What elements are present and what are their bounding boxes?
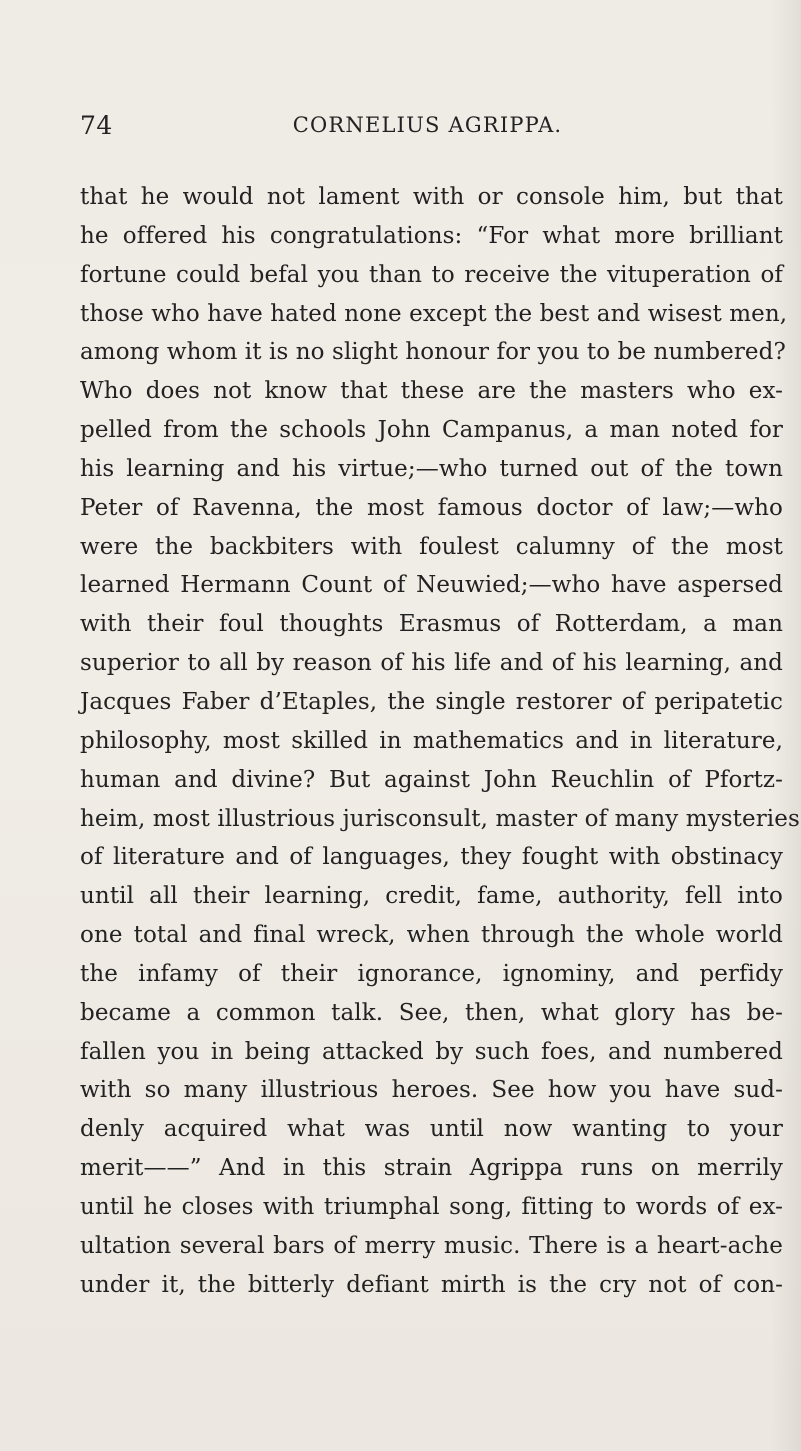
page-header (80, 111, 780, 143)
text-line: with so many illustrious heroes. See how you have sud- (80, 1077, 783, 1104)
text-line: that he would not lament with or console him, but that (80, 184, 783, 210)
text-line: under it, the bitterly defiant mirth is the cry not of con- (80, 1271, 783, 1298)
text-line: merit——” And in this strain Agrippa runs on merrily (80, 1155, 783, 1182)
text-line: learned Hermann Count of Neuwied;—who have aspersed (80, 572, 783, 599)
text-line: of literature and of languages, they fought with obstinacy (80, 844, 783, 871)
text-line: pelled from the schools John Campanus, a man noted for (80, 417, 783, 444)
text-line: fortune could befal you than to receive the vituperation of (80, 261, 783, 288)
text-line: became a common talk. See, then, what glory has be- (80, 999, 783, 1026)
text-line: the infamy of their ignorance, ignominy, and perfidy (80, 960, 783, 987)
text-line: Peter of Ravenna, the most famous doctor of law;—who (80, 494, 783, 521)
text-line: one total and final wreck, when through the whole world (80, 922, 783, 949)
text-line: Who does not know that these are the masters who ex- (80, 378, 783, 405)
text-line: superior to all by reason of his life and of his learning, and (80, 650, 783, 677)
body-text (80, 178, 800, 1304)
text-line: among whom it is no slight honour for you to be numbered? (80, 339, 786, 366)
text-line: Jacques Faber d’Etaples, the single restorer of peripatetic (80, 688, 783, 715)
text-line: his learning and his virtue;—who turned out of the town (80, 455, 783, 482)
text-line: were the backbiters with foulest calumny of the most (80, 533, 783, 560)
text-line: until he closes with triumphal song, fitting to words of ex- (80, 1193, 783, 1220)
text-line: fallen you in being attacked by such foes, and numbered (80, 1038, 783, 1065)
text-line: until all their learning, credit, fame, authority, fell into (80, 883, 783, 910)
text-line: with their foul thoughts Erasmus of Rotterdam, a man (80, 611, 783, 638)
running-head: CORNELIUS AGRIPPA. (292, 113, 563, 137)
text-line: philosophy, most skilled in mathematics and in literature, (80, 727, 783, 754)
page-number: 74 (80, 111, 113, 140)
text-line: heim, most illustrious jurisconsult, master of many mysteries (80, 805, 800, 832)
text-line: ultation several bars of merry music. There is a heart-ache (80, 1232, 783, 1259)
text-line: he offered his congratulations: “For what more brilliant (80, 222, 783, 249)
text-line: human and divine? But against John Reuchlin of Pfortz- (80, 766, 783, 793)
text-line: denly acquired what was until now wanting to your (80, 1116, 783, 1143)
text-line: those who have hated none except the best and wisest men, (80, 300, 788, 327)
